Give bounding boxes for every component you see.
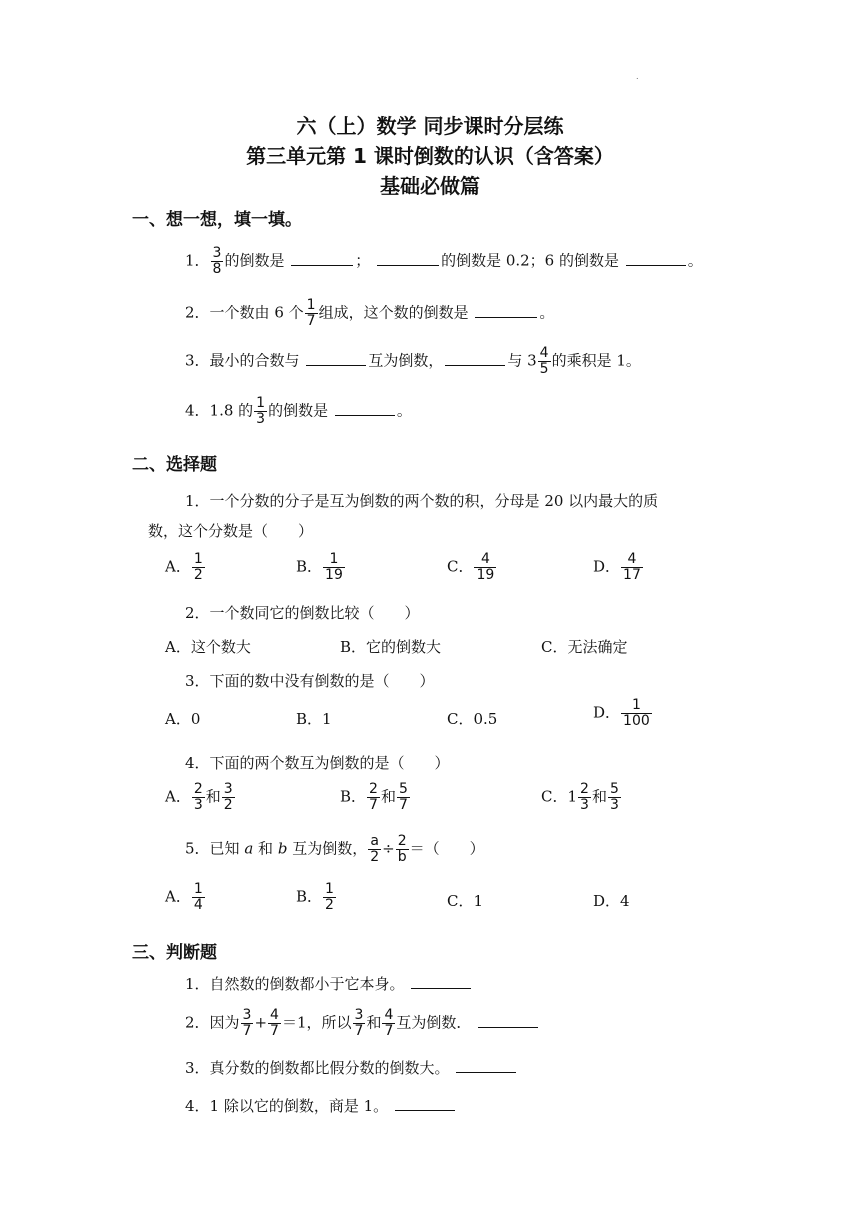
s2-q3-option-c[interactable]: C．0.5 <box>447 710 498 728</box>
s2-q4-option-c[interactable]: C．1 $\frac{2}{3}$ 和 $\frac{5}{3}$ <box>541 781 619 813</box>
s1-question-2: 2．一个数由 6 个 $\frac{1}{7}$ 组成，这个数的倒数是 。 <box>185 297 555 329</box>
fraction: $\frac{3}{8}$ <box>212 245 222 277</box>
s1-question-1: 1． $\frac{3}{8}$ 的倒数是 ； 的倒数是 0.2；6 的倒数是 。 <box>185 245 703 277</box>
answer-blank[interactable] <box>456 1071 516 1073</box>
answer-blank[interactable] <box>478 1026 538 1028</box>
s2-q1-option-b[interactable]: B． $\frac{1}{19}$ <box>296 551 343 583</box>
s1-question-4: 4．1.8 的 $\frac{1}{3}$ 的倒数是 。 <box>185 395 412 427</box>
answer-blank[interactable] <box>411 987 471 989</box>
s2-q5-option-d[interactable]: D．4 <box>593 892 630 910</box>
section1-title: 一、想一想，填一填。 <box>132 210 302 230</box>
s3-question-1: 1．自然数的倒数都小于它本身。 <box>185 973 473 994</box>
section3-title: 三、判断题 <box>132 943 217 963</box>
fraction: $\frac{4}{5}$ <box>539 345 549 377</box>
s2-q3-stem: 3．下面的数中没有倒数的是（ ） <box>185 672 435 690</box>
fraction: $\frac{1}{7}$ <box>306 297 316 329</box>
answer-blank[interactable] <box>377 264 439 266</box>
s1-question-3: 3．最小的合数与 互为倒数， 与 3 $\frac{4}{5}$ 的乘积是 1。 <box>185 345 641 377</box>
s2-q5-stem: 5．已知 a 和 b 互为倒数， $\frac{a}{2}$ ÷ $\frac{2}{b}$ ＝（ ） <box>185 833 485 865</box>
s2-q1-option-d[interactable]: D． $\frac{4}{17}$ <box>593 551 641 583</box>
answer-blank[interactable] <box>335 414 395 416</box>
s2-q5-option-c[interactable]: C．1 <box>447 892 484 910</box>
answer-blank[interactable] <box>306 364 366 366</box>
answer-blank[interactable] <box>475 316 537 318</box>
s2-q1-option-c[interactable]: C． $\frac{4}{19}$ <box>447 551 495 583</box>
s2-q2-option-a[interactable]: A．这个数大 <box>165 638 251 656</box>
s2-q3-option-a[interactable]: A．0 <box>165 710 201 728</box>
doc-title-line1: 六（上）数学 同步课时分层练 <box>296 114 564 138</box>
s2-q2-stem: 2．一个数同它的倒数比较（ ） <box>185 604 420 622</box>
s2-q3-option-d[interactable]: D． $\frac{1}{100}$ <box>593 697 650 729</box>
s2-q3-option-b[interactable]: B．1 <box>296 710 332 728</box>
doc-title-line3: 基础必做篇 <box>380 174 480 198</box>
answer-blank[interactable] <box>395 1109 455 1111</box>
s3-question-4: 4．1 除以它的倒数，商是 1。 <box>185 1095 457 1116</box>
fraction: $\frac{1}{3}$ <box>256 395 266 427</box>
s2-q2-option-c[interactable]: C．无法确定 <box>541 638 628 656</box>
s2-q5-option-a[interactable]: A． $\frac{1}{4}$ <box>165 881 203 913</box>
corner-mark: . <box>636 72 639 81</box>
doc-title-line2: 第三单元第 1 课时倒数的认识（含答案） <box>246 144 614 168</box>
s2-q4-option-b[interactable]: B． $\frac{2}{7}$ 和 $\frac{5}{7}$ <box>340 781 408 813</box>
s3-question-2: 2．因为 $\frac{3}{7}$ + $\frac{4}{7}$ ＝1，所以 $\frac{3}{7}$ 和 $\frac{4}{7}$ 互为倒数． <box>185 1008 540 1039</box>
s3-question-3: 3．真分数的倒数都比假分数的倒数大。 <box>185 1057 518 1078</box>
s2-q1-line1: 1．一个分数的分子是互为倒数的两个数的积，分母是 20 以内最大的质 <box>185 492 659 510</box>
s2-q1-option-a[interactable]: A． $\frac{1}{2}$ <box>165 551 203 583</box>
s2-q1-line2: 数，这个分数是（ ） <box>148 522 314 540</box>
s2-q5-option-b[interactable]: B． $\frac{1}{2}$ <box>296 881 334 913</box>
answer-blank[interactable] <box>291 264 353 266</box>
answer-blank[interactable] <box>626 264 686 266</box>
s2-q4-stem: 4．下面的两个数互为倒数的是（ ） <box>185 754 450 772</box>
answer-blank[interactable] <box>445 364 505 366</box>
s2-q4-option-a[interactable]: A． $\frac{2}{3}$ 和 $\frac{3}{2}$ <box>165 781 233 813</box>
s2-q2-option-b[interactable]: B．它的倒数大 <box>340 638 442 656</box>
section2-title: 二、选择题 <box>132 455 217 475</box>
